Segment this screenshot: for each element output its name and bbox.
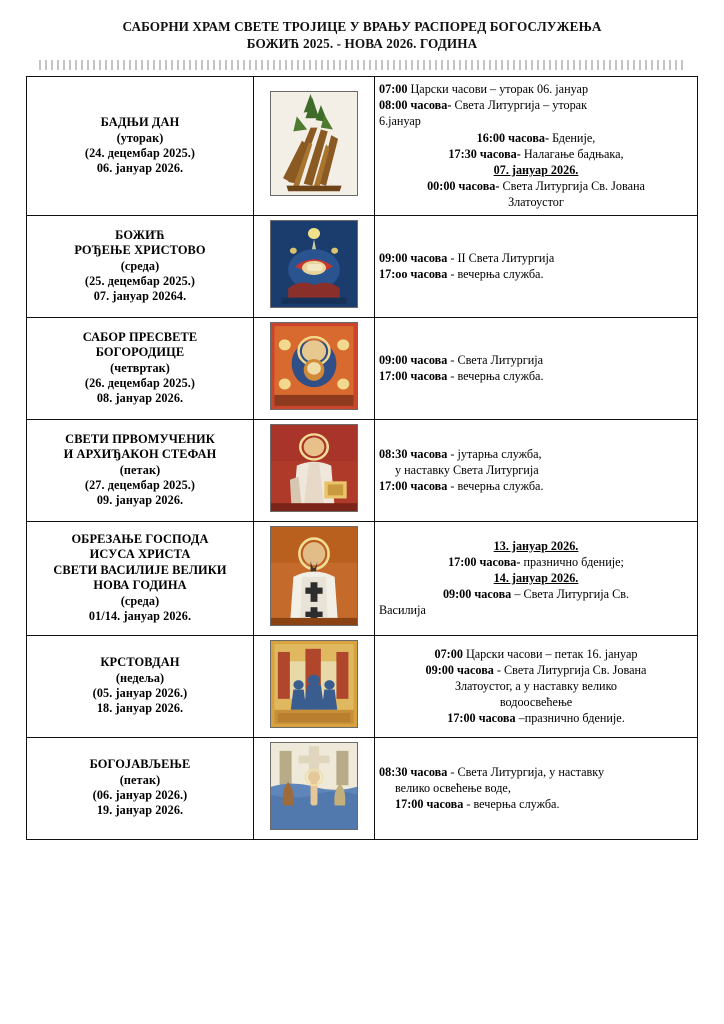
- feast-date-line: 07. јануар 20264.: [93, 289, 187, 304]
- service-time-value: 17:00 часова: [395, 797, 464, 812]
- table-row: [27, 635, 698, 737]
- feast-title-line: БАДЊИ ДАН: [100, 115, 180, 130]
- service-time-text: Налагање бадњака,: [520, 146, 624, 161]
- feast-title-cell: [27, 317, 254, 419]
- service-time-line: 13. јануар 2026.: [493, 538, 579, 553]
- feast-title-line: РОЂЕЊЕ ХРИСТОВО: [74, 243, 206, 258]
- service-time-value: 17:00 часова: [447, 711, 516, 726]
- service-time-line: [379, 662, 693, 678]
- service-time-line: велико освећење воде,: [395, 780, 511, 795]
- badnjak-icon: [270, 91, 358, 196]
- service-time-value: 09:00 часова: [442, 587, 512, 602]
- service-time-line: [379, 146, 693, 162]
- service-time-line: [379, 266, 693, 282]
- service-times-cell: [375, 737, 698, 839]
- service-time-line: [379, 81, 693, 97]
- theotokos-icon: [270, 322, 358, 410]
- feast-date-line: (26. децембар 2025.): [84, 375, 196, 390]
- service-time-value: 09:00 часова: [379, 352, 448, 367]
- feast-image-cell: [254, 419, 375, 521]
- feast-date-line: 06. јануар 2026.: [96, 161, 184, 176]
- feast-date-line: (четвртак): [110, 360, 170, 375]
- saint-stephen-icon: [270, 424, 358, 512]
- feast-date-line: 01/14. јануар 2026.: [88, 609, 192, 624]
- service-times-cell: [375, 635, 698, 737]
- service-time-line: Златоустог: [508, 195, 564, 210]
- service-time-text: - II Света Литургија: [447, 250, 555, 265]
- theophany-eve-icon: [270, 640, 358, 728]
- service-time-value: 00:00 часова-: [427, 179, 500, 194]
- feast-date-line: (24. децембар 2025.): [84, 145, 196, 160]
- table-row: [27, 419, 698, 521]
- service-times-cell: [375, 521, 698, 635]
- feast-title-cell: [27, 419, 254, 521]
- feast-title-line: И АРХИЂАКОН СТЕФАН: [63, 447, 217, 462]
- service-time-line: [379, 796, 693, 812]
- service-time-value: 08:30 часова: [379, 764, 448, 779]
- service-time-value: 17:00 часова: [379, 479, 448, 494]
- table-row: [27, 76, 698, 215]
- feast-image-cell: [254, 317, 375, 419]
- service-time-text: Царски часови – петак 16. јануар: [462, 646, 638, 661]
- service-time-text: – Света Литургија Св.: [511, 587, 630, 602]
- service-time-text: –празнично бденије.: [515, 711, 625, 726]
- feast-date-line: (05. јануар 2026.): [92, 686, 188, 701]
- feast-title-line: КРСТОВДАН: [100, 655, 180, 670]
- feast-image-cell: [254, 76, 375, 215]
- service-time-line: 07. јануар 2026.: [493, 162, 579, 177]
- feast-date-line: (петак): [119, 772, 161, 787]
- service-time-line: [379, 178, 693, 194]
- service-time-value: 09:00 часова: [425, 662, 494, 677]
- service-time-text: Царски часови – уторак 06. јануар: [407, 81, 589, 96]
- table-row: [27, 317, 698, 419]
- feast-title-cell: [27, 737, 254, 839]
- feast-image-cell: [254, 215, 375, 317]
- table-row: [27, 215, 698, 317]
- service-time-line: Василија: [379, 603, 426, 618]
- page-title: [26, 18, 698, 53]
- feast-date-line: (уторак): [116, 130, 164, 145]
- service-time-value: 08:30 часова: [379, 446, 448, 461]
- service-time-value: 07:00: [379, 81, 408, 96]
- service-time-text: Света Литургија – уторак: [451, 98, 588, 113]
- feast-date-line: (27. децембар 2025.): [84, 477, 196, 492]
- service-time-value: 08:00 часова-: [379, 98, 452, 113]
- service-time-line: [379, 130, 693, 146]
- service-time-text: Бденије,: [549, 130, 596, 145]
- service-time-line: Златоустог, а у наставку велико: [455, 678, 617, 693]
- service-time-text: - јутарња служба,: [447, 446, 542, 461]
- service-time-line: [379, 710, 693, 726]
- feast-title-line: ОБРЕЗАЊЕ ГОСПОДА: [71, 531, 209, 546]
- service-time-line: [379, 586, 693, 602]
- service-times-cell: [375, 215, 698, 317]
- title-line-1: САБОРНИ ХРАМ СВЕТЕ ТРОЈИЦЕ У ВРАЊУ РАСПОРЕД БОГОСЛУЖЕЊА: [122, 19, 602, 34]
- service-time-text: празнично бденије;: [520, 554, 624, 569]
- feast-image-cell: [254, 521, 375, 635]
- feast-date-line: 19. јануар 2026.: [96, 803, 184, 818]
- service-time-value: 17:00 часова-: [448, 554, 521, 569]
- service-time-line: 14. јануар 2026.: [493, 570, 579, 585]
- service-time-text: - Света Литургија Св. Јована: [493, 662, 647, 677]
- service-time-text: - вечерња служба.: [447, 479, 544, 494]
- service-time-line: [379, 764, 693, 780]
- service-time-line: у наставку Света Литургија: [395, 462, 539, 477]
- feast-title-line: НОВА ГОДИНА: [93, 578, 187, 593]
- service-time-line: [379, 250, 693, 266]
- feast-date-line: (среда): [120, 593, 160, 608]
- feast-date-line: 09. јануар 2026.: [96, 493, 184, 508]
- feast-image-cell: [254, 737, 375, 839]
- service-times-cell: [375, 317, 698, 419]
- feast-title-cell: [27, 76, 254, 215]
- service-time-text: - Света Литургија, у наставку: [447, 764, 605, 779]
- feast-image-cell: [254, 635, 375, 737]
- schedule-table: [26, 76, 698, 840]
- baptism-of-christ-icon: [270, 742, 358, 830]
- service-time-value: 09:00 часова: [379, 250, 448, 265]
- service-time-value: 07:00: [434, 646, 463, 661]
- feast-title-line: БОЖИЋ: [115, 227, 165, 242]
- feast-date-line: 18. јануар 2026.: [96, 701, 184, 716]
- title-line-2: БОЖИЋ 2025. - НОВА 2026. ГОДИНА: [246, 36, 478, 52]
- service-time-line: [379, 646, 693, 662]
- nativity-icon: [270, 220, 358, 308]
- feast-title-line: СВЕТИ ВАСИЛИЈЕ ВЕЛИКИ: [53, 562, 227, 577]
- feast-date-line: (06. јануар 2026.): [92, 788, 188, 803]
- feast-title-line: ИСУСА ХРИСТА: [89, 547, 191, 562]
- feast-title-line: СВЕТИ ПРВОМУЧЕНИК: [65, 431, 215, 446]
- feast-title-line: БОГОЈАВЉЕЊЕ: [89, 757, 191, 772]
- feast-date-line: (среда): [120, 258, 160, 273]
- service-time-text: - вечерња служба.: [447, 267, 544, 282]
- saint-basil-icon: [270, 526, 358, 626]
- service-time-line: [379, 446, 693, 462]
- service-time-line: водоосвећење: [499, 695, 573, 710]
- service-time-value: 16:00 часова-: [476, 130, 550, 145]
- service-time-text: - вечерња служба.: [463, 797, 560, 812]
- service-time-line: [379, 97, 693, 113]
- service-time-line: [379, 368, 693, 384]
- service-time-line: [379, 352, 693, 368]
- feast-date-line: (недеља): [115, 670, 165, 685]
- service-time-value: 17:00 часова: [379, 369, 448, 384]
- service-times-cell: [375, 419, 698, 521]
- service-time-text: Света Литургија Св. Јована: [499, 179, 645, 194]
- header-divider: [39, 60, 684, 70]
- service-time-value: 17:30 часова-: [448, 146, 521, 161]
- service-time-text: - Света Литургија: [447, 352, 544, 367]
- service-time-value: 17:оо часова: [379, 267, 448, 282]
- feast-date-line: (петак): [119, 462, 161, 477]
- feast-title-cell: [27, 521, 254, 635]
- feast-date-line: 08. јануар 2026.: [96, 391, 184, 406]
- table-row: [27, 521, 698, 635]
- service-time-line: [379, 478, 693, 494]
- service-time-line: [379, 554, 693, 570]
- feast-title-line: БОГОРОДИЦЕ: [95, 345, 185, 360]
- feast-title-cell: [27, 215, 254, 317]
- service-times-cell: [375, 76, 698, 215]
- feast-title-line: САБОР ПРЕСВЕТЕ: [82, 329, 198, 344]
- service-time-line: 6.јануар: [379, 114, 421, 129]
- feast-date-line: (25. децембар 2025.): [84, 273, 196, 288]
- table-row: [27, 737, 698, 839]
- feast-title-cell: [27, 635, 254, 737]
- service-time-text: - вечерња служба.: [447, 369, 544, 384]
